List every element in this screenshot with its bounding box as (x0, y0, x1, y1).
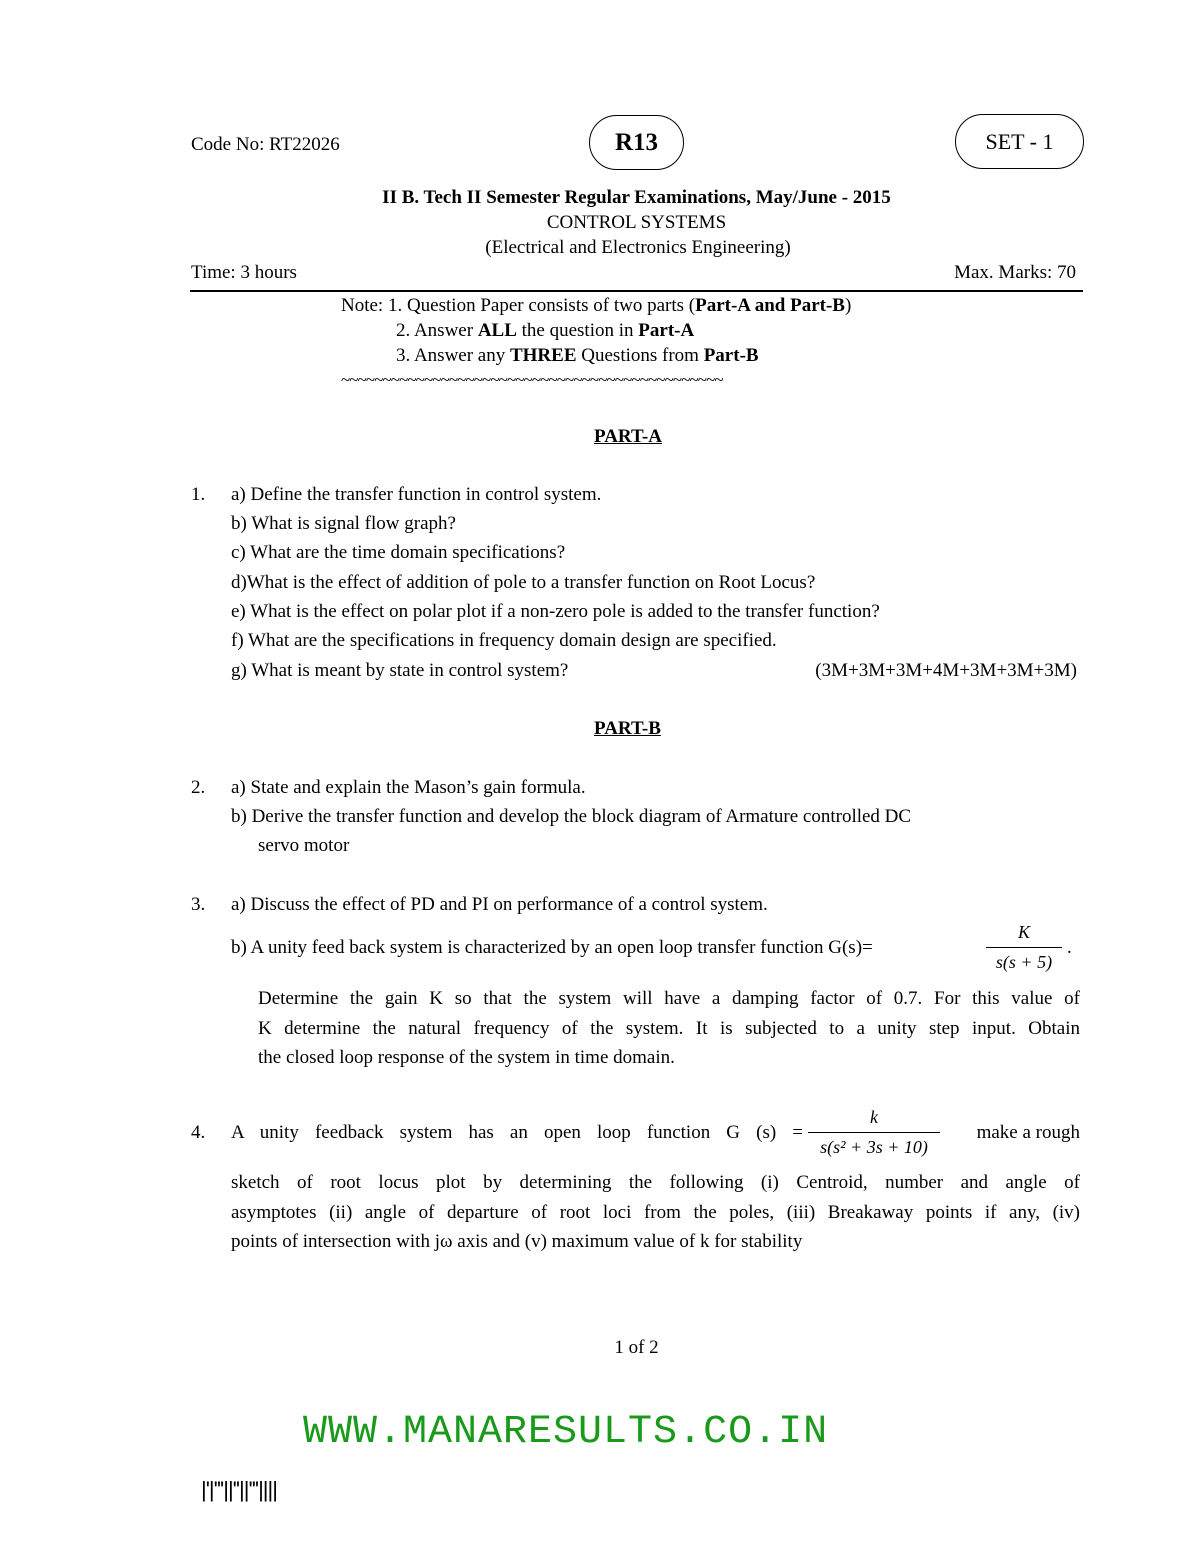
q3-transfer-function-fraction (986, 922, 1062, 974)
header-divider (190, 290, 1083, 292)
set-label: SET - 1 (985, 128, 1054, 154)
q1-item-c: c) What are the time domain specifications? (231, 542, 566, 563)
q2-item-b-line2: servo motor (258, 835, 350, 856)
question-4-number: 4. (191, 1122, 206, 1143)
branch-name: (Electrical and Electronics Engineering) (485, 237, 791, 258)
q3-paragraph (258, 984, 1080, 1073)
q4-paragraph-line1: sketch of root locus plot by determining the following (i) Centroid, number and angle of (231, 1172, 1080, 1193)
q3-paragraph-line2: K determine the natural frequency of the system. It is subjected to a unity step input. Obtain (258, 1017, 1080, 1039)
max-marks: Max. Marks: 70 (954, 262, 1076, 283)
note-3-bold-part: Part-B (703, 345, 759, 366)
question-1-number: 1. (191, 484, 206, 505)
part-b-heading: PART-B (594, 718, 661, 739)
q1-item-f: f) What are the specifications in frequency domain design are specified. (231, 630, 777, 651)
q3-item-b-intro: b) A unity feed back system is characterized by an open loop transfer function G(s)= (231, 937, 873, 958)
note-3 (396, 345, 759, 367)
note-3-mid: Questions from (576, 345, 704, 366)
barcode-text: |'|'''||''||'''|||| (201, 1477, 277, 1502)
part-a-marks: (3M+3M+3M+4M+3M+3M+3M) (815, 660, 1077, 681)
note-3-prefix: 3. Answer any (396, 345, 510, 366)
note-2-bold-all: ALL (477, 320, 517, 341)
regulation-label: R13 (614, 128, 659, 156)
q3-item-a: a) Discuss the effect of PD and PI on performance of a control system. (231, 894, 768, 915)
q3-item-b-end: . (1067, 937, 1072, 958)
q4-transfer-function-fraction (808, 1107, 940, 1159)
tilde-divider: ~~~~~~~~~~~~~~~~~~~~~~~~~~~~~~~~~~~~~~~~~~~~~~ (341, 370, 723, 389)
q4-fraction-numerator: k (870, 1107, 878, 1127)
note-1-prefix: Note: 1. Question Paper consists of two parts ( (341, 295, 696, 316)
q3-fraction-denominator: s(s + 5) (995, 952, 1053, 972)
q1-item-g: g) What is meant by state in control system? (231, 660, 569, 681)
q2-item-b-line1: b) Derive the transfer function and develop the block diagram of Armature controlled DC (231, 806, 912, 827)
set-badge (955, 114, 1084, 169)
q4-paragraph-line3: points of intersection with jω axis and (v) maximum value of k for stability (231, 1231, 803, 1252)
regulation-badge (589, 115, 684, 170)
note-1 (341, 295, 851, 317)
question-2-number: 2. (191, 777, 206, 798)
q4-intro: A unity feedback system has an open loop function G (s) = (231, 1122, 803, 1143)
subject-title: CONTROL SYSTEMS (546, 212, 727, 233)
q1-item-e: e) What is the effect on polar plot if a non-zero pole is added to the transfer function? (231, 601, 880, 622)
exam-title: II B. Tech II Semester Regular Examinations, May/June - 2015 (382, 187, 891, 208)
code-number: Code No: RT22026 (191, 134, 340, 155)
q3-paragraph-line1: Determine the gain K so that the system will have a damping factor of 0.7. For this value of (258, 988, 1080, 1009)
part-a-heading: PART-A (594, 426, 662, 447)
note-2-prefix: 2. Answer (396, 320, 478, 341)
q1-item-d: d)What is the effect of addition of pole to a transfer function on Root Locus? (231, 572, 816, 593)
note-1-bold: Part-A and Part-B (695, 295, 845, 316)
q1-item-a: a) Define the transfer function in control system. (231, 484, 602, 505)
website-watermark: WWW.MANARESULTS.CO.IN (303, 1410, 829, 1455)
q4-paragraph-line2: asymptotes (ii) angle of departure of root loci from the poles, (iii) Breakaway points if any, (iv) (231, 1201, 1080, 1223)
q3-fraction-numerator: K (1017, 922, 1030, 942)
question-3-number: 3. (191, 894, 206, 915)
note-3-bold-three: THREE (509, 345, 577, 366)
time-allowed: Time: 3 hours (191, 262, 297, 283)
page-number: 1 of 2 (614, 1337, 659, 1358)
q1-item-b: b) What is signal flow graph? (231, 513, 456, 534)
note-2 (396, 320, 694, 342)
q2-item-a: a) State and explain the Mason’s gain formula. (231, 777, 586, 798)
note-2-bold-part: Part-A (638, 320, 695, 341)
q3-paragraph-line3: the closed loop response of the system in time domain. (258, 1047, 675, 1068)
note-1-suffix: ) (844, 295, 852, 316)
q4-after-fraction: make a rough (976, 1122, 1080, 1143)
q4-fraction-denominator: s(s² + 3s + 10) (820, 1137, 928, 1157)
note-2-mid: the question in (516, 320, 639, 341)
q4-paragraph (231, 1168, 1080, 1257)
q3-fraction-bar (986, 947, 1062, 948)
q4-fraction-bar (808, 1132, 940, 1133)
